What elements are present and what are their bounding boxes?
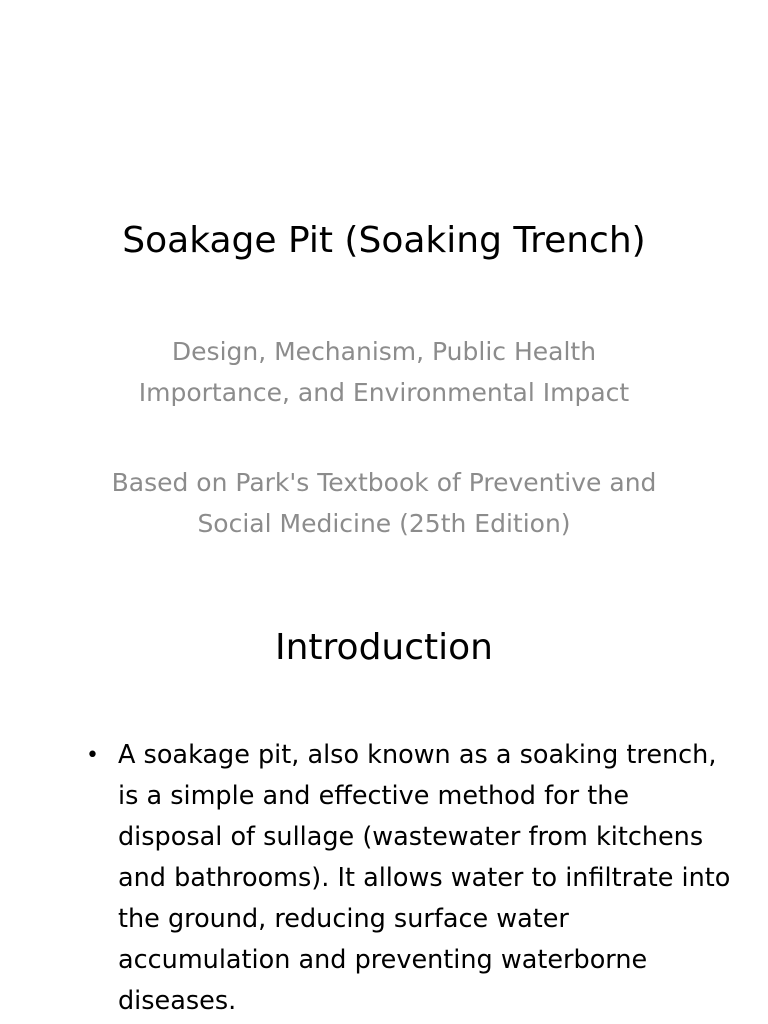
bullet-icon: •: [86, 743, 99, 768]
slide-subtitle-source: Based on Park's Textbook of Preventive and Social Medicine (25th Edition): [111, 468, 657, 538]
slide-title: Soakage Pit (Soaking Trench): [122, 220, 646, 261]
introduction-bullet-list: [86, 735, 736, 1022]
list-item: [86, 735, 736, 1022]
section-heading-introduction: Introduction: [274, 627, 493, 668]
slide-subtitle-description: Design, Mechanism, Public Health Importance, and Environmental Impact: [138, 337, 630, 407]
bullet-text: A soakage pit, also known as a soaking trench, is a simple and effective method for the disposal of sullage (wastewater from kitchens and bathrooms). It allows water to infiltrate into the ground, reducing surface water accumulation and preventing waterborne diseases.: [118, 740, 731, 1016]
